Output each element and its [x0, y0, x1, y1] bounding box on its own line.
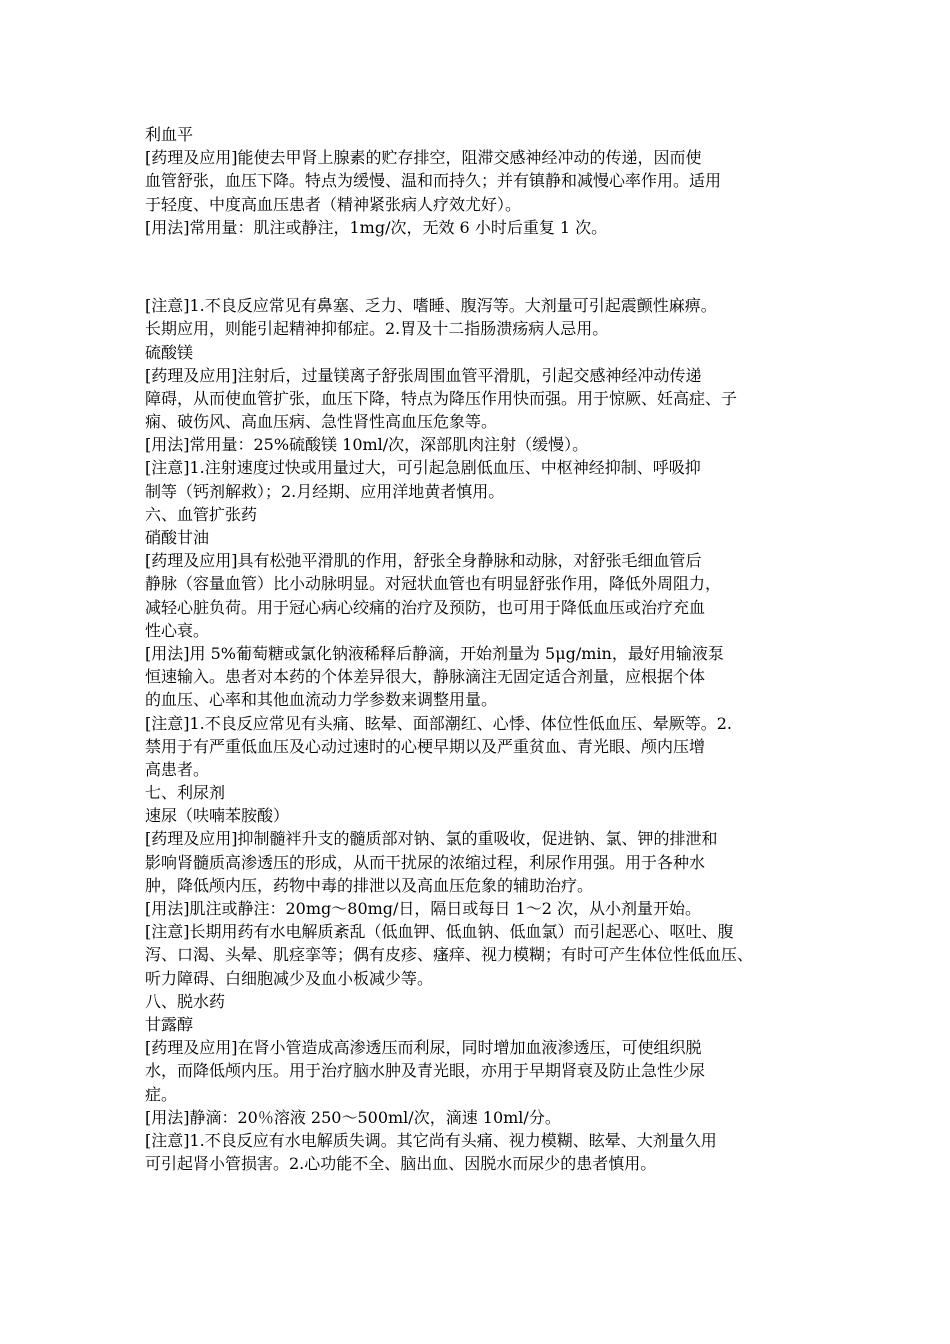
text-line: [注意]1.不良反应常见有头痛、眩晕、面部潮红、心悸、体位性低血压、晕厥等。2.	[145, 713, 733, 733]
text-line: [用法]常用量：肌注或静注，1mg/次，无效 6 小时后重复 1 次。	[145, 217, 608, 237]
text-line: 的血压、心率和其他血流动力学参数来调整用量。	[145, 690, 498, 710]
text-line: [药理及应用]在肾小管造成高渗透压而利尿，同时增加血液渗透压，可使组织脱	[145, 1038, 702, 1058]
text-line: 硫酸镁	[145, 342, 194, 362]
text-line: 七、利尿剂	[145, 783, 226, 803]
text-line: 高患者。	[145, 759, 210, 779]
text-line: 甘露醇	[145, 1014, 194, 1034]
text-line: 禁用于有严重低血压及心动过速时的心梗早期以及严重贫血、青光眼、颅内压增	[145, 736, 706, 756]
text-line: [药理及应用]抑制髓袢升支的髓质部对钠、氯的重吸收，促进钠、氯、钾的排泄和	[145, 829, 718, 849]
text-line: 利血平	[145, 125, 194, 144]
text-line: 障碍，从而使血管扩张，血压下降，特点为降压作用快而强。用于惊厥、妊高症、子	[145, 388, 738, 408]
text-line: 速尿（呋喃苯胺酸）	[145, 806, 290, 826]
text-line: [药理及应用]具有松弛平滑肌的作用，舒张全身静脉和动脉，对舒张毛细血管后	[145, 551, 702, 571]
document-page	[145, 123, 825, 1175]
text-line: [用法]静滴：20％溶液 250～500ml/次，滴速 10ml/分。	[145, 1107, 561, 1127]
text-line: 症。	[145, 1084, 178, 1104]
text-line: 水，而降低颅内压。用于治疗脑水肿及青光眼，亦用于早期肾衰及防止急性少尿	[145, 1061, 706, 1081]
text-line: 减轻心脏负荷。用于冠心病心绞痛的治疗及预防，也可用于降低血压或治疗充血	[145, 597, 706, 617]
text-line: [注意]1.注射速度过快或用量过大，可引起急剧低血压、中枢神经抑制、呼吸抑	[145, 458, 701, 478]
text-line: 静脉（容量血管）比小动脉明显。对冠状血管也有明显舒张作用，降低外周阻力，	[145, 574, 722, 594]
text-line: 长期应用，则能引起精神抑郁症。2.胃及十二指肠溃疡病人忌用。	[145, 319, 609, 339]
text-line: 可引起肾小管损害。2.心功能不全、脑出血、因脱水而尿少的患者慎用。	[145, 1154, 657, 1174]
text-line: 性心衰。	[145, 620, 210, 640]
text-line: [药理及应用]注射后，过量镁离子舒张周围血管平滑肌，引起交感神经冲动传递	[145, 365, 702, 385]
text-line: 制等（钙剂解救）；2.月经期、应用洋地黄者慎用。	[145, 481, 505, 501]
text-line: [用法]常用量：25%硫酸镁 10ml/次，深部肌肉注射（缓慢）。	[145, 435, 589, 455]
text-line: [药理及应用]能使去甲肾上腺素的贮存排空，阻滞交感神经冲动的传递，因而使	[145, 148, 702, 168]
text-line: 血管舒张，血压下降。特点为缓慢、温和而持久；并有镇静和减慢心率作用。适用	[145, 171, 722, 191]
text-line: 影响肾髓质高渗透压的形成，从而干扰尿的浓缩过程，利尿作用强。用于各种水	[145, 852, 706, 872]
text-line: 六、血管扩张药	[145, 504, 258, 524]
blank-line	[145, 255, 825, 278]
text-line: 听力障碍、白细胞减少及血小板减少等。	[145, 968, 434, 988]
text-line: [用法]肌注或静注：20mg～80mg/日，隔日或每日 1～2 次，从小剂量开始。	[145, 899, 701, 918]
text-line: 痫、破伤风、高血压病、急性肾性高血压危象等。	[145, 412, 498, 432]
text-line: [注意]长期用药有水电解质紊乱（低血钾、低血钠、低血氯）而引起恶心、呕吐、腹	[145, 922, 734, 942]
text-line: [注意]1.不良反应有水电解质失调。其它尚有头痛、视力模糊、眩晕、大剂量久用	[145, 1130, 717, 1150]
text-line: 于轻度、中度高血压患者（精神紧张病人疗效尤好）。	[145, 194, 522, 214]
text-line: 肿，降低颅内压，药物中毒的排泄以及高血压危象的辅助治疗。	[145, 875, 594, 895]
text-line: [用法]用 5%葡萄糖或氯化钠液稀释后静滴，开始剂量为 5μg/min，最好用输液泵	[145, 643, 724, 663]
text-line: 泻、口渴、头晕、肌痉挛等；偶有皮疹、瘙痒、视力模糊；有时可产生体位性低血压、	[145, 945, 754, 965]
text-line: 恒速输入。患者对本药的个体差异很大，静脉滴注无固定适合剂量，应根据个体	[145, 667, 706, 687]
text-line: 八、脱水药	[145, 991, 226, 1011]
text-line: 硝酸甘油	[145, 528, 210, 547]
text-line: [注意]1.不良反应常见有鼻塞、乏力、嗜睡、腹泻等。大剂量可引起震颤性麻痹。	[145, 296, 717, 316]
